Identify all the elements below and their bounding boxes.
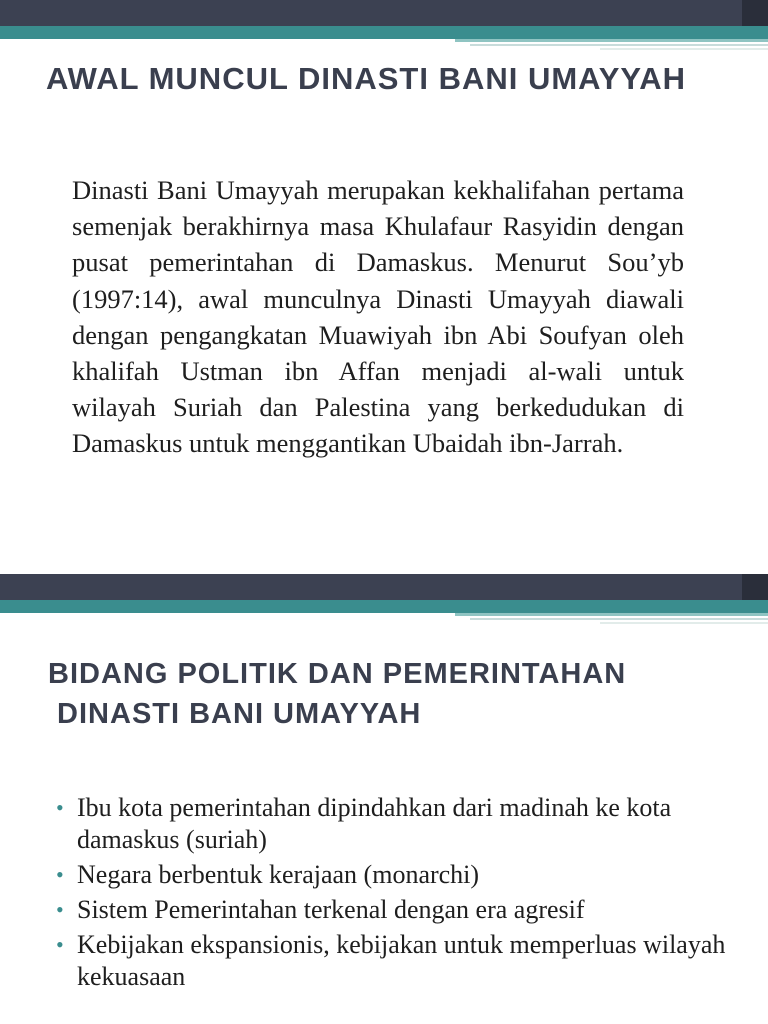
header-band-corner bbox=[742, 0, 768, 26]
list-item bbox=[54, 859, 744, 891]
bullet-dot-icon: • bbox=[56, 862, 64, 887]
list-item bbox=[54, 792, 744, 856]
list-item-text: Ibu kota pemerintahan dipindahkan dari madinah ke kota damaskus (suriah) bbox=[77, 793, 672, 854]
header-accent-line bbox=[470, 44, 768, 46]
header-accent-line bbox=[470, 618, 768, 620]
header-band-teal bbox=[0, 26, 768, 39]
header-band-dark bbox=[0, 0, 768, 26]
bullet-dot-icon: • bbox=[56, 795, 64, 820]
header-accent-line bbox=[600, 622, 768, 624]
header-accent-line bbox=[455, 39, 768, 42]
header-band-corner bbox=[742, 574, 768, 600]
bullet-list bbox=[54, 792, 744, 996]
list-item-text: Kebijakan ekspansionis, kebijakan untuk memperluas wilayah kekuasaan bbox=[77, 930, 726, 991]
slide-paragraph: Dinasti Bani Umayyah merupakan kekhalifahan pertama semenjak berakhirnya masa Khulafaur Rasyidin dengan pusat pemerintahan di Damaskus. Menurut Sou’yb (1997:14), awal munculnya Dinasti Umayyah diawali dengan pengangkatan Muawiyah ibn Abi Soufyan oleh khalifah Ustman ibn Affan menjadi al-wali untuk wilayah Suriah dan Palestina yang berkedudukan di Damaskus untuk menggantikan Ubaidah ibn-Jarrah. bbox=[72, 175, 684, 459]
slide-bidang-politik bbox=[0, 574, 768, 1024]
list-item bbox=[54, 929, 744, 993]
bullet-dot-icon: • bbox=[56, 897, 64, 922]
slide-separator bbox=[0, 560, 768, 574]
list-item-text: Sistem Pemerintahan terkenal dengan era agresif bbox=[77, 895, 585, 924]
header-accent-line bbox=[455, 613, 768, 616]
bullet-dot-icon: • bbox=[56, 932, 64, 957]
list-item-text: Negara berbentuk kerajaan (monarchi) bbox=[77, 860, 480, 889]
header-band-dark bbox=[0, 574, 768, 600]
list-item bbox=[54, 894, 744, 926]
header-band-teal bbox=[0, 600, 768, 613]
slide-title: AWAL MUNCUL DINASTI BANI UMAYYAH bbox=[46, 61, 686, 96]
slide-title: BIDANG POLITIK DAN PEMERINTAHAN DINASTI BANI UMAYYAH bbox=[48, 658, 627, 730]
header-accent-line bbox=[600, 48, 768, 50]
